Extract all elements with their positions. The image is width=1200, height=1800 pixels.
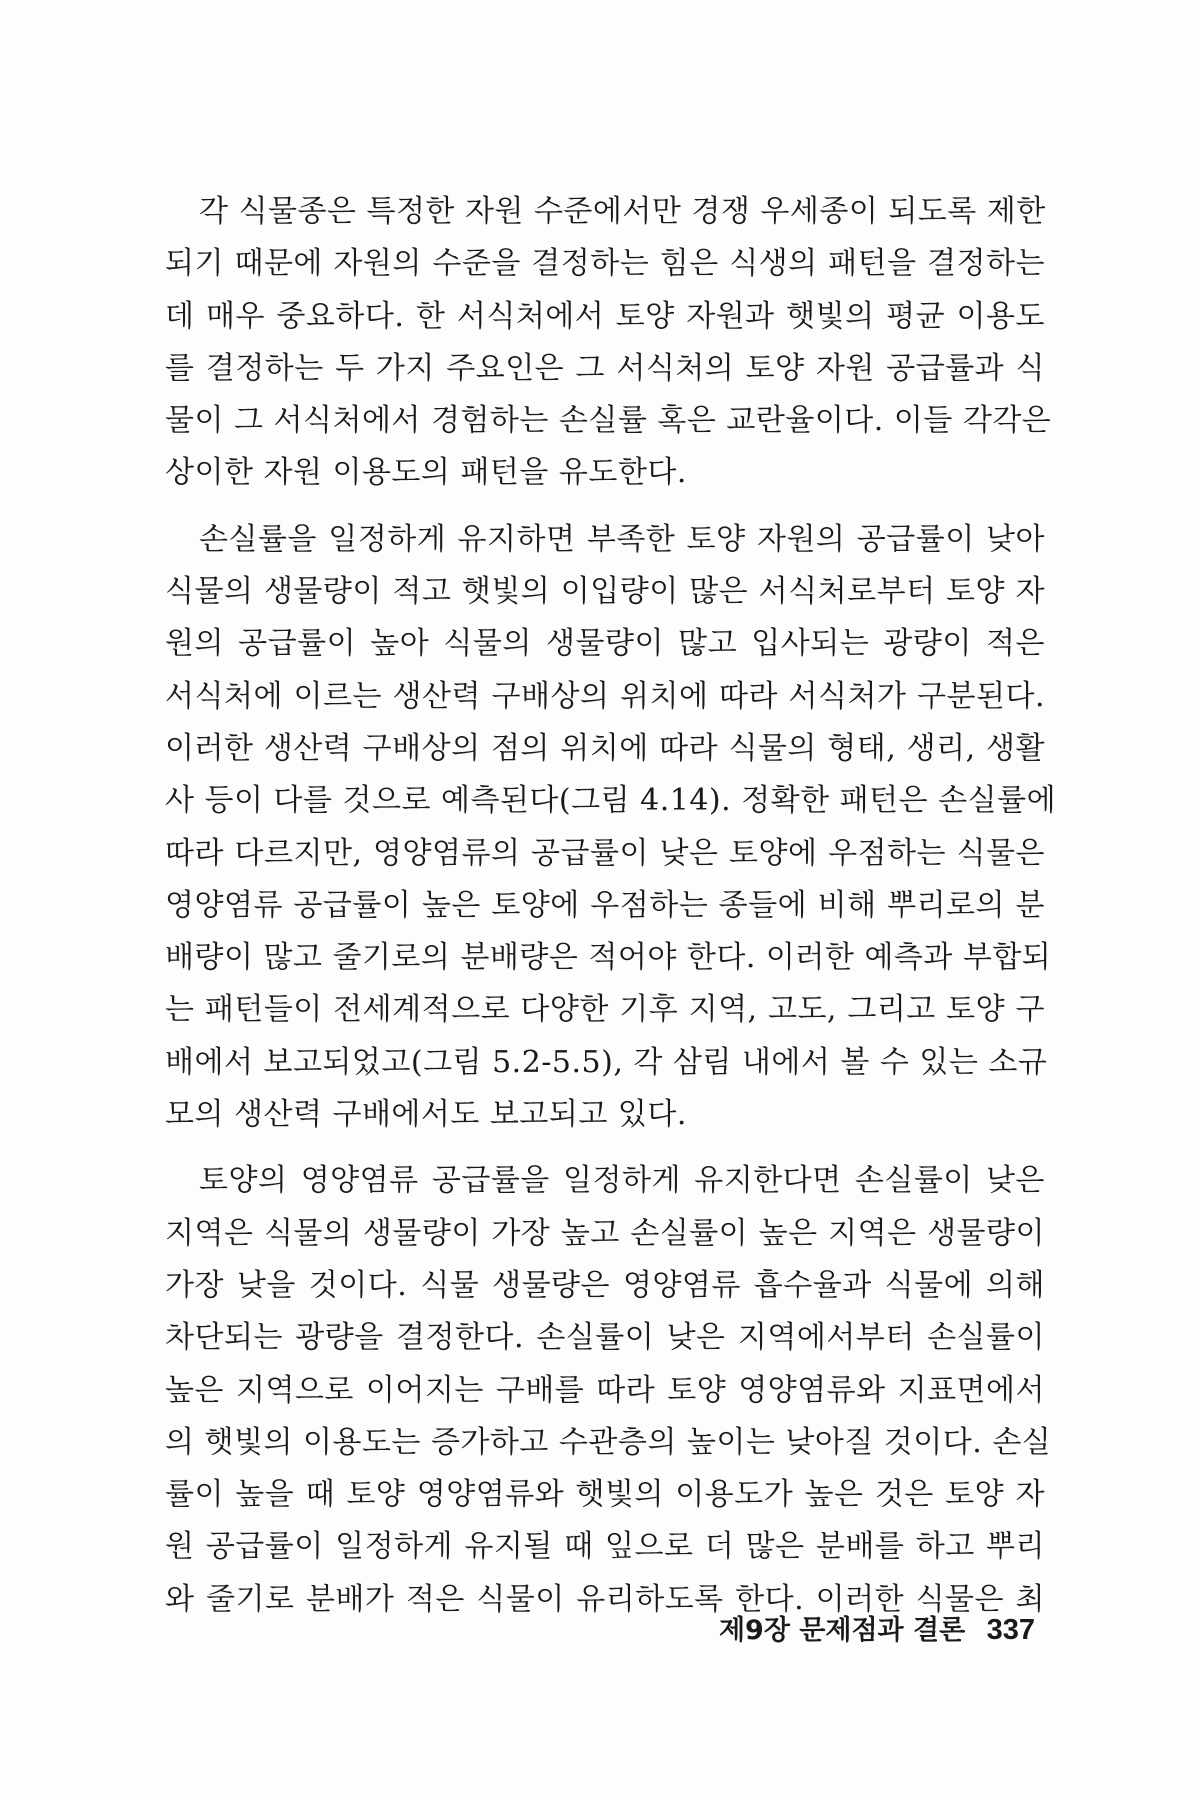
text-line: 데 매우 중요하다. 한 서식처에서 토양 자원과 햇빛의 평균 이용도 [165, 298, 1045, 334]
paragraph-1 [165, 186, 1052, 500]
text-line: 원의 공급률이 높아 식물의 생물량이 많고 입사되는 광량이 적은 [165, 626, 1045, 662]
text-line: 상이한 자원 이용도의 패턴을 유도한다. [165, 455, 687, 491]
page-footer [719, 1608, 1035, 1647]
running-footer-chapter: 제9장 문제점과 결론 [718, 1615, 966, 1646]
text-line: 식물의 생물량이 적고 햇빛의 이입량이 많은 서식처로부터 토양 자 [165, 574, 1045, 610]
text-line: 가장 낮을 것이다. 식물 생물량은 영양염류 흡수율과 식물에 의해 [165, 1267, 1045, 1303]
text-line: 를 결정하는 두 가지 주요인은 그 서식처의 토양 자원 공급률과 식 [165, 350, 1045, 386]
text-line: 원 공급률이 일정하게 유지될 때 잎으로 더 많은 분배를 하고 뿌리 [165, 1529, 1045, 1565]
text-line: 토양의 영양염류 공급률을 일정하게 유지한다면 손실률이 낮은 [199, 1163, 1045, 1199]
text-line: 서식처에 이르는 생산력 구배상의 위치에 따라 서식처가 구분된다. [165, 678, 1045, 714]
text-line: 차단되는 광량을 결정한다. 손실률이 낮은 지역에서부터 손실률이 [165, 1320, 1045, 1356]
page-number: 337 [986, 1614, 1035, 1646]
text-line: 률이 높을 때 토양 영양염류와 햇빛의 이용도가 높은 것은 토양 자 [165, 1477, 1045, 1513]
text-line: 물이 그 서식처에서 경험하는 손실률 혹은 교란율이다. 이들 각각은 [165, 403, 1052, 439]
paragraph-3 [165, 1155, 1052, 1626]
text-line: 지역은 식물의 생물량이 가장 높고 손실률이 높은 지역은 생물량이 [165, 1215, 1045, 1251]
text-line: 와 줄기로 분배가 적은 식물이 유리하도록 한다. 이러한 식물은 최 [165, 1581, 1045, 1617]
text-line: 사 등이 다를 것으로 예측된다(그림 4.14). 정확한 패턴은 손실률에 [165, 783, 1057, 819]
text-line: 모의 생산력 구배에서도 보고되고 있다. [165, 1097, 687, 1133]
text-line: 따라 다르지만, 영양염류의 공급률이 낮은 토양에 우점하는 식물은 [165, 835, 1045, 871]
text-line: 는 패턴들이 전세계적으로 다양한 기후 지역, 고도, 그리고 토양 구 [165, 992, 1045, 1028]
text-line: 의 햇빛의 이용도는 증가하고 수관층의 높이는 낮아질 것이다. 손실 [165, 1424, 1052, 1460]
text-line: 높은 지역으로 이어지는 구배를 따라 토양 영양염류와 지표면에서 [165, 1372, 1045, 1408]
text-line: 손실률을 일정하게 유지하면 부족한 토양 자원의 공급률이 낮아 [199, 521, 1045, 557]
text-line: 되기 때문에 자원의 수준을 결정하는 힘은 식생의 패턴을 결정하는 [165, 246, 1045, 282]
text-line: 영양염류 공급률이 높은 토양에 우점하는 종들에 비해 뿌리로의 분 [165, 887, 1045, 923]
text-line: 배량이 많고 줄기로의 분배량은 적어야 한다. 이러한 예측과 부합되 [165, 940, 1052, 976]
text-line: 각 식물종은 특정한 자원 수준에서만 경쟁 우세종이 되도록 제한 [199, 194, 1046, 229]
body-text [165, 186, 1057, 1626]
paragraph-2 [165, 514, 1057, 1142]
text-line: 이러한 생산력 구배상의 점의 위치에 따라 식물의 형태, 생리, 생활 [165, 730, 1045, 766]
text-line: 배에서 보고되었고(그림 5.2-5.5), 각 삼림 내에서 볼 수 있는 소규 [165, 1044, 1048, 1080]
